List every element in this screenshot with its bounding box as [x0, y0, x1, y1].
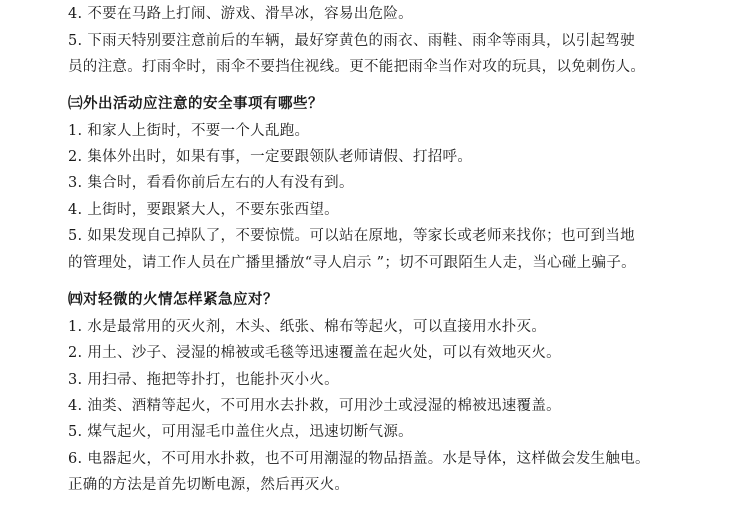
list-item-continuation: 正确的方法是首先切断电源，然后再灭火。: [68, 477, 350, 493]
list-item: 1. 和家人上街时，不要一个人乱跑。: [68, 123, 310, 139]
list-item: 4. 上街时，要跟紧大人，不要东张西望。: [68, 202, 339, 218]
list-item: 3. 用扫帚、拖把等扑打，也能扑灭小火。: [68, 372, 339, 388]
list-item: 5. 下雨天特别要注意前后的车辆，最好穿黄色的雨衣、雨鞋、雨伞等雨具，以引起驾驶: [68, 33, 635, 49]
section-heading: ㈢外出活动应注意的安全事项有哪些？: [68, 96, 323, 112]
list-item: 1. 水是最常用的灭火剂，木头、纸张、棉布等起火，可以直接用水扑灭。: [68, 319, 547, 335]
list-item: 5. 如果发现自己掉队了，不要惊慌。可以站在原地，等家长或老师来找你；也可到当地: [68, 228, 635, 244]
list-item-continuation: 员的注意。打雨伞时，雨伞不要挡住视线。更不能把雨伞当作对攻的玩具，以免刺伤人。: [68, 59, 646, 75]
list-item: 4. 不要在马路上打闹、游戏、滑旱冰，容易出危险。: [68, 6, 413, 22]
list-item: 6. 电器起火，不可用水扑救，也不可用潮湿的物品捂盖。水是导体，这样做会发生触电。: [68, 451, 650, 467]
list-item: 5. 煤气起火，可用湿毛巾盖住火点，迅速切断气源。: [68, 424, 413, 440]
list-item: 2. 用土、沙子、浸湿的棉被或毛毯等迅速覆盖在起火处，可以有效地灭火。: [68, 345, 561, 361]
list-item: 2. 集体外出时，如果有事，一定要跟领队老师请假、打招呼。: [68, 149, 473, 165]
section-heading: ㈣对轻微的火情怎样紧急应对？: [68, 292, 278, 308]
list-item-continuation: 的管理处，请工作人员在广播里播放“寻人启示 ”；切不可跟陌生人走，当心碰上骗子。: [68, 255, 636, 271]
list-item: 3. 集合时，看看你前后左右的人有没有到。: [68, 175, 354, 191]
list-item: 4. 油类、酒精等起火，不可用水去扑救，可用沙土或浸湿的棉被迅速覆盖。: [68, 398, 561, 414]
